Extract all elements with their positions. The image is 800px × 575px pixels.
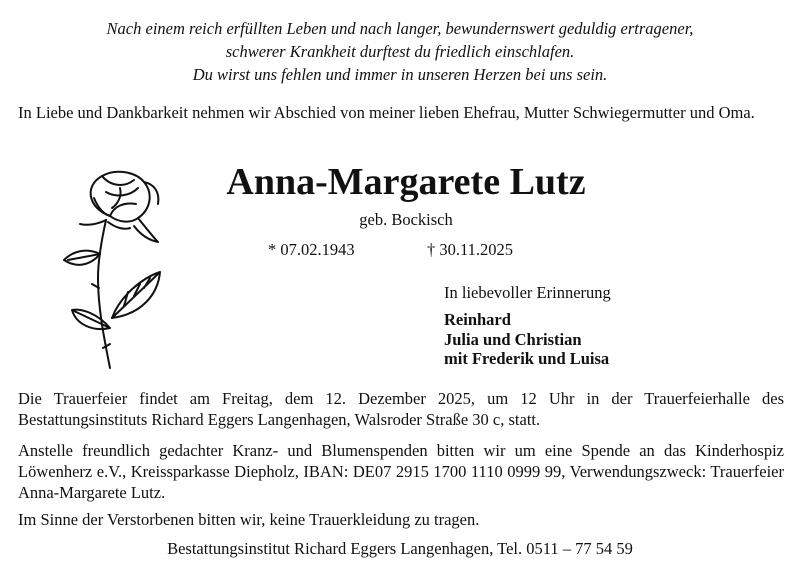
- rose-icon: [58, 168, 174, 374]
- death-date: † 30.11.2025: [427, 240, 514, 259]
- farewell-intro: In Liebe und Dankbarkeit nehmen wir Abschied von meiner lieben Ehefrau, Mutter Schwiegermutter und Oma.: [18, 103, 755, 122]
- maiden-name: geb. Bockisch: [359, 210, 453, 229]
- poem-line: Nach einem reich erfüllten Leben und nach langer, bewundernswert geduldig ertragener,: [106, 19, 694, 38]
- mourner-name: Julia und Christian: [444, 329, 582, 349]
- poem-line: Du wirst uns fehlen und immer in unseren Herzen bei uns sein.: [192, 65, 608, 84]
- memorial-poem: [20, 17, 780, 86]
- mourner-name: mit Frederik und Luisa: [444, 349, 610, 368]
- dress-code-note: Im Sinne der Verstorbenen bitten wir, keine Trauerkleidung zu tragen.: [18, 510, 480, 529]
- mourners-list: [444, 310, 609, 369]
- funeral-details: Die Trauerfeier findet am Freitag, dem 12. Dezember 2025, um 12 Uhr in der Trauerfeierhalle des Bestattungsinstituts Richard Eggers Langenhagen, Walsroder Straße 30 c, statt.: [18, 389, 784, 429]
- mourners-heading: In liebevoller Erinnerung: [444, 283, 611, 302]
- deceased-name: Anna-Margarete Lutz: [226, 161, 586, 203]
- donation-request: Anstelle freundlich gedachter Kranz- und Blumenspenden bitten wir um eine Spende an das Kinderhospiz Löwenherz e.V., Kreissparkasse Diepholz, IBAN: DE07 2915 1700 1110 0999 99, Verwendungszweck: Trauerfeier Anna-Margarete Lutz.: [18, 441, 784, 502]
- funeral-home-contact: Bestattungsinstitut Richard Eggers Langenhagen, Tel. 0511 – 77 54 59: [167, 539, 633, 558]
- poem-line: schwerer Krankheit durftest du friedlich einschlafen.: [225, 42, 575, 61]
- birth-date: * 07.02.1943: [268, 240, 355, 259]
- mourner-name: Reinhard: [444, 310, 511, 329]
